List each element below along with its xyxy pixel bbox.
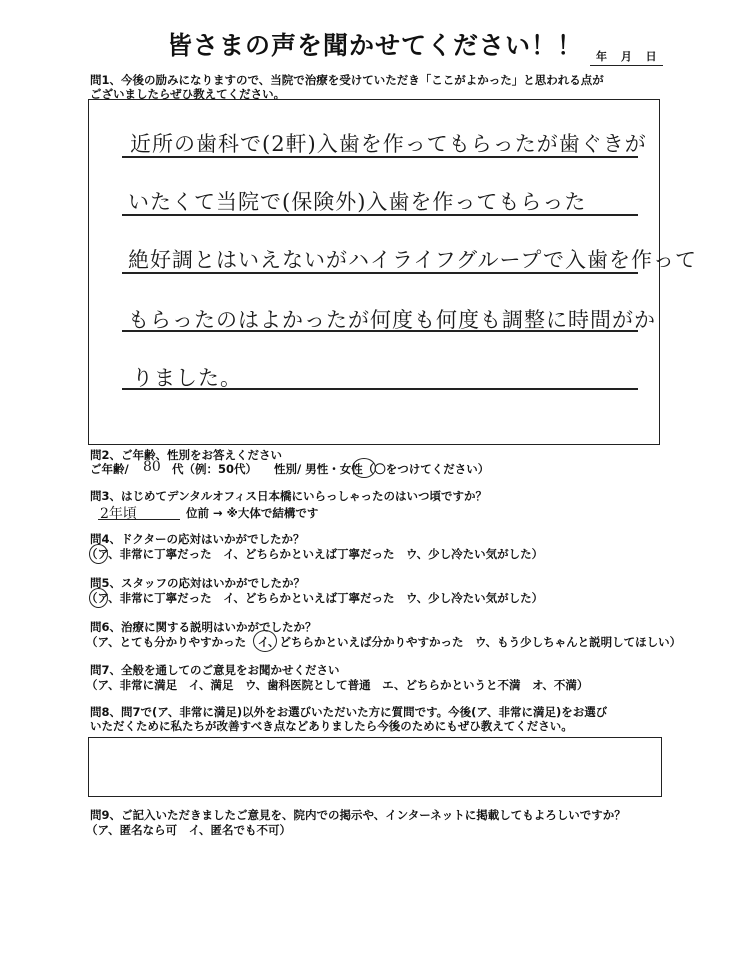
q5-options: （ア、非常に丁寧だった イ、どちらかといえば丁寧だった ウ、少し冷たい気がした）: [86, 591, 544, 605]
q8-answer-box: [88, 737, 662, 797]
q1-hand-line3: 絶好調とはいえないがハイライフグループで入歯を作って: [128, 248, 698, 272]
page-title: 皆さまの声を聞かせてください！！: [166, 31, 583, 60]
q4-answer-circle: [89, 544, 108, 564]
q8-text-line2: いただくために私たちが改善すべき点などありましたら今後のためにもぜひ教えてください。: [90, 719, 573, 733]
date-field: 年 月 日: [590, 48, 663, 66]
q9-options: （ア、匿名なら可 イ、匿名でも不可）: [86, 823, 292, 837]
q1-rule-5: [122, 388, 638, 390]
q2-age-suffix: 代（例：50代）: [172, 462, 258, 476]
q6-options: （ア、とても分かりやすかった イ、どちらかといえば分かりやすかった ウ、もう少しちゃんと説明してほしい）: [86, 635, 682, 649]
q3-underline: [98, 519, 180, 520]
q2-age-prefix: ご年齢/: [90, 462, 129, 476]
q3-suffix: 位前 → ※大体で結構です: [186, 506, 319, 520]
q2-sex-label: 性別/ 男性・女性（〇をつけてください）: [274, 462, 490, 476]
q1-rule-1: [122, 156, 638, 158]
q4-text: 問4、ドクターの応対はいかがでしたか？: [90, 532, 305, 546]
q3-text: 問3、はじめてデンタルオフィス日本橋にいらっしゃったのはいつ頃ですか？: [90, 489, 488, 503]
q5-text: 問5、スタッフの応対はいかがでしたか？: [90, 576, 305, 590]
q1-rule-3: [122, 272, 638, 274]
q1-rule-4: [122, 330, 638, 332]
q1-hand-line5: りました。: [132, 366, 242, 390]
q7-options: （ア、非常に満足 イ、満足 ウ、歯科医院として普通 エ、どちらかというと不満 オ、不満）: [86, 678, 589, 692]
q5-answer-circle: [89, 588, 108, 608]
q1-text-line1: 問1、今後の励みになりますので、当院で治療を受けていただき「ここがよかった」と思われる点が: [90, 73, 604, 87]
q1-text-line2: ございましたらぜひ教えてください。: [90, 87, 286, 101]
q8-text-line1: 問8、問7で(ア、非常に満足)以外をお選びいただいた方に質問です。今後(ア、非常に満足)をお選び: [90, 705, 608, 719]
q1-rule-2: [122, 214, 638, 216]
q6-text: 問6、治療に関する説明はいかがでしたか？: [90, 620, 317, 634]
q2-text: 問2、ご年齢、性別をお答えください: [90, 448, 282, 462]
q9-text: 問9、ご記入いただきましたご意見を、院内での掲示や、インターネットに掲載してもよろしいですか？: [90, 808, 626, 822]
q2-sex-circle: [352, 458, 376, 478]
q1-hand-line4: もらったのはよかったが何度も何度も調整に時間がか: [128, 308, 656, 332]
q4-options: （ア、非常に丁寧だった イ、どちらかといえば丁寧だった ウ、少し冷たい気がした）: [86, 547, 544, 561]
q7-text: 問7、全般を通してのご意見をお聞かせください: [90, 663, 340, 677]
q6-answer-circle: [253, 630, 277, 652]
q2-age-value: 80: [143, 459, 161, 475]
q1-hand-line1: 近所の歯科で(2軒)入歯を作ってもらったが歯ぐきが: [130, 132, 647, 156]
q1-hand-line2: いたくて当院で(保険外)入歯を作ってもらった: [128, 190, 587, 214]
q3-hand-answer: 2年頃: [100, 506, 137, 522]
